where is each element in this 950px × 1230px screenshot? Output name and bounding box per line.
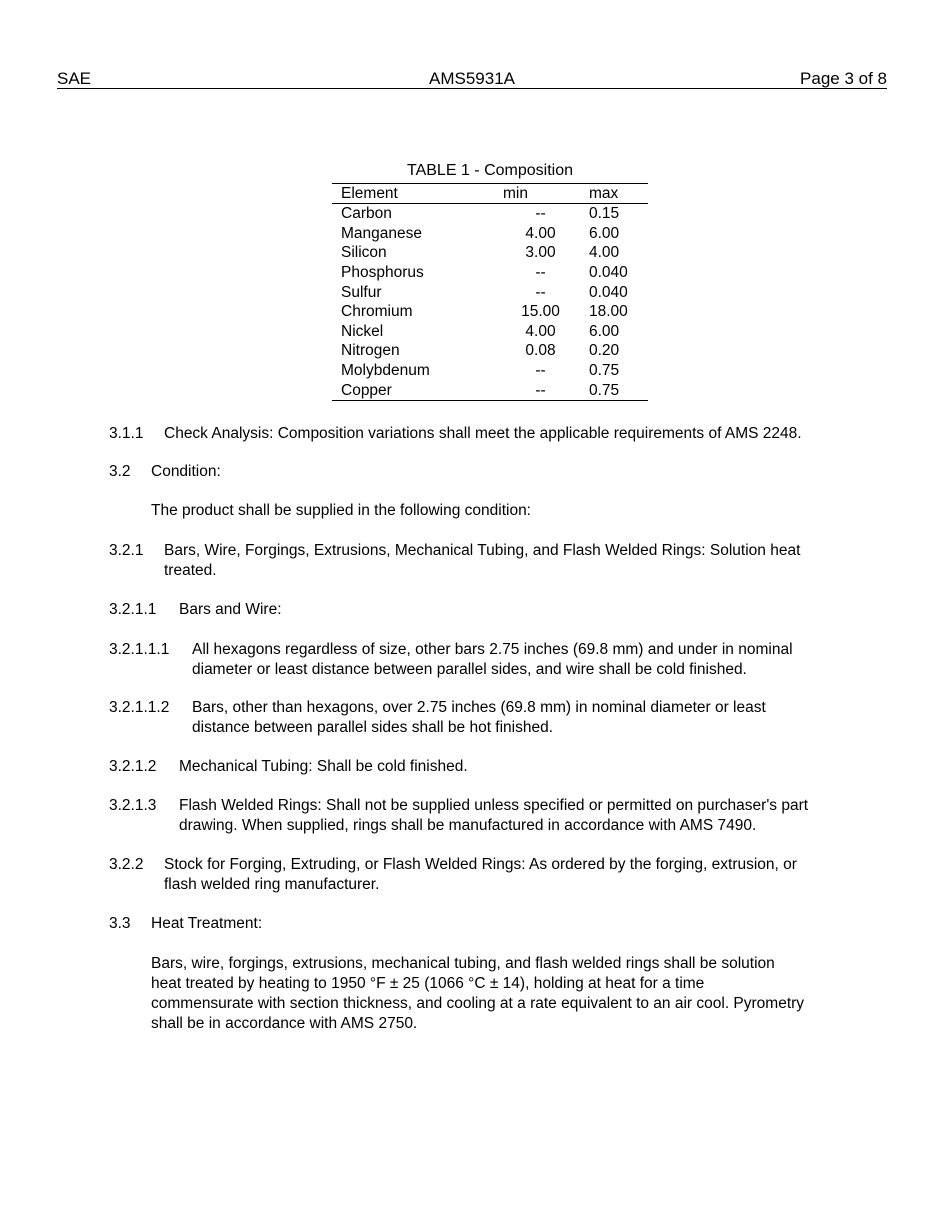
max-cell: 0.040 bbox=[589, 283, 628, 301]
max-cell: 6.00 bbox=[589, 322, 620, 340]
section-text-line: Bars, other than hexagons, over 2.75 inches (69.8 mm) in nominal diameter or least bbox=[192, 699, 766, 716]
section-3-2-1-2 bbox=[109, 757, 889, 777]
section-text-line: flash welded ring manufacturer. bbox=[164, 876, 380, 893]
section-text: Mechanical Tubing: Shall be cold finished. bbox=[179, 758, 468, 775]
min-cell: 3.00 bbox=[525, 244, 556, 262]
section-heading: Heat Treatment: bbox=[151, 915, 263, 932]
section-3-2-1-1-2 bbox=[109, 698, 889, 738]
element-cell: Nickel bbox=[341, 322, 384, 340]
section-text: Check Analysis: Composition variations shall meet the applicable requirements of AMS 2248. bbox=[164, 425, 802, 442]
max-cell: 0.15 bbox=[589, 205, 620, 223]
max-cell: 6.00 bbox=[589, 224, 620, 242]
max-cell: 0.75 bbox=[578, 380, 648, 400]
max-cell: 0.040 bbox=[589, 264, 628, 282]
section-number: 3.2 bbox=[109, 463, 131, 480]
min-cell: 4.00 bbox=[525, 224, 556, 242]
section-text-line: Flash Welded Rings: Shall not be supplied unless specified or permitted on purchaser's part bbox=[179, 797, 809, 814]
min-cell: 4.00 bbox=[525, 322, 556, 340]
column-header: min bbox=[503, 184, 578, 204]
table-title: TABLE 1 - Composition bbox=[407, 162, 573, 179]
body-line: commensurate with section thickness, and cooling at a rate equivalent to an air cool. Pyrometry bbox=[151, 995, 805, 1012]
section-number: 3.2.1.1.2 bbox=[109, 699, 170, 716]
min-cell: -- bbox=[535, 362, 546, 380]
table-row bbox=[332, 282, 648, 302]
element-cell: Phosphorus bbox=[341, 264, 424, 282]
element-cell: Molybdenum bbox=[341, 362, 430, 380]
max-cell: 0.75 bbox=[589, 362, 620, 380]
header-org: SAE bbox=[57, 69, 92, 88]
min-cell: 0.08 bbox=[525, 342, 556, 360]
section-heading: Bars and Wire: bbox=[179, 601, 282, 618]
section-number: 3.3 bbox=[109, 915, 131, 932]
section-text-line: Bars, Wire, Forgings, Extrusions, Mechanical Tubing, and Flash Welded Rings: Solution heat bbox=[164, 542, 801, 559]
column-header: Element bbox=[332, 184, 503, 204]
table-header-row bbox=[332, 184, 648, 204]
section-3-2-1-1 bbox=[109, 600, 889, 620]
table-row bbox=[332, 341, 648, 361]
section-number: 3.2.1.2 bbox=[109, 758, 157, 775]
section-3-3-body bbox=[151, 954, 881, 1034]
section-number: 3.2.1.1.1 bbox=[109, 641, 170, 658]
element-cell: Carbon bbox=[341, 205, 392, 223]
section-text-line: drawing. When supplied, rings shall be manufactured in accordance with AMS 7490. bbox=[179, 817, 757, 834]
section-text-line: treated. bbox=[164, 562, 217, 579]
section-number: 3.2.2 bbox=[109, 856, 144, 873]
table-row bbox=[332, 322, 648, 342]
table-row bbox=[332, 380, 648, 400]
section-text-line: diameter or least distance between parallel sides, and wire shall be cold finished. bbox=[192, 661, 747, 678]
max-cell: 18.00 bbox=[589, 303, 628, 321]
body-line: heat treated by heating to 1950 °F ± 25 (1066 °C ± 14), holding at heat for a time bbox=[151, 975, 705, 992]
section-text-line: distance between parallel sides shall be hot finished. bbox=[192, 719, 554, 736]
section-number: 3.2.1.3 bbox=[109, 797, 157, 814]
element-cell: Sulfur bbox=[341, 283, 382, 301]
section-number: 3.2.1 bbox=[109, 542, 144, 559]
max-cell: 0.20 bbox=[589, 342, 620, 360]
section-3-2-1 bbox=[109, 541, 889, 581]
section-3-2-1-1-1 bbox=[109, 640, 889, 680]
section-heading: Condition: bbox=[151, 463, 221, 480]
table-row bbox=[332, 361, 648, 381]
header-doc-number: AMS5931A bbox=[429, 69, 515, 88]
max-cell: 4.00 bbox=[589, 244, 620, 262]
section-3-2-2 bbox=[109, 855, 889, 895]
table-row bbox=[332, 263, 648, 283]
column-header: max bbox=[578, 184, 648, 204]
table-row bbox=[332, 302, 648, 322]
table-row bbox=[332, 243, 648, 263]
section-3-3 bbox=[109, 914, 889, 934]
body-line: Bars, wire, forgings, extrusions, mechanical tubing, and flash welded rings shall be solution bbox=[151, 955, 775, 972]
body-line: shall be in accordance with AMS 2750. bbox=[151, 1015, 418, 1032]
section-3-2-body: The product shall be supplied in the following condition: bbox=[151, 502, 531, 519]
table-row bbox=[332, 204, 648, 224]
header-page-number: Page 3 of 8 bbox=[800, 69, 887, 88]
page-header bbox=[57, 69, 887, 89]
section-text-line: Stock for Forging, Extruding, or Flash Welded Rings: As ordered by the forging, extrusion, or bbox=[164, 856, 797, 873]
element-cell: Chromium bbox=[341, 303, 413, 321]
section-number: 3.2.1.1 bbox=[109, 601, 157, 618]
min-cell: 15.00 bbox=[521, 303, 560, 321]
element-cell: Manganese bbox=[341, 224, 423, 242]
section-text-line: All hexagons regardless of size, other bars 2.75 inches (69.8 mm) and under in nominal bbox=[192, 641, 793, 658]
min-cell: -- bbox=[535, 205, 546, 223]
section-number: 3.1.1 bbox=[109, 425, 144, 442]
table-row bbox=[332, 224, 648, 244]
section-3-1-1 bbox=[109, 424, 889, 444]
min-cell: -- bbox=[535, 264, 546, 282]
section-3-2 bbox=[109, 462, 889, 482]
section-3-2-1-3 bbox=[109, 796, 889, 836]
min-cell: -- bbox=[535, 283, 546, 301]
element-cell: Nitrogen bbox=[341, 342, 400, 360]
composition-table-block bbox=[332, 161, 648, 401]
min-cell: -- bbox=[503, 380, 578, 400]
element-cell: Copper bbox=[332, 380, 503, 400]
composition-table bbox=[332, 183, 648, 401]
element-cell: Silicon bbox=[341, 244, 387, 262]
